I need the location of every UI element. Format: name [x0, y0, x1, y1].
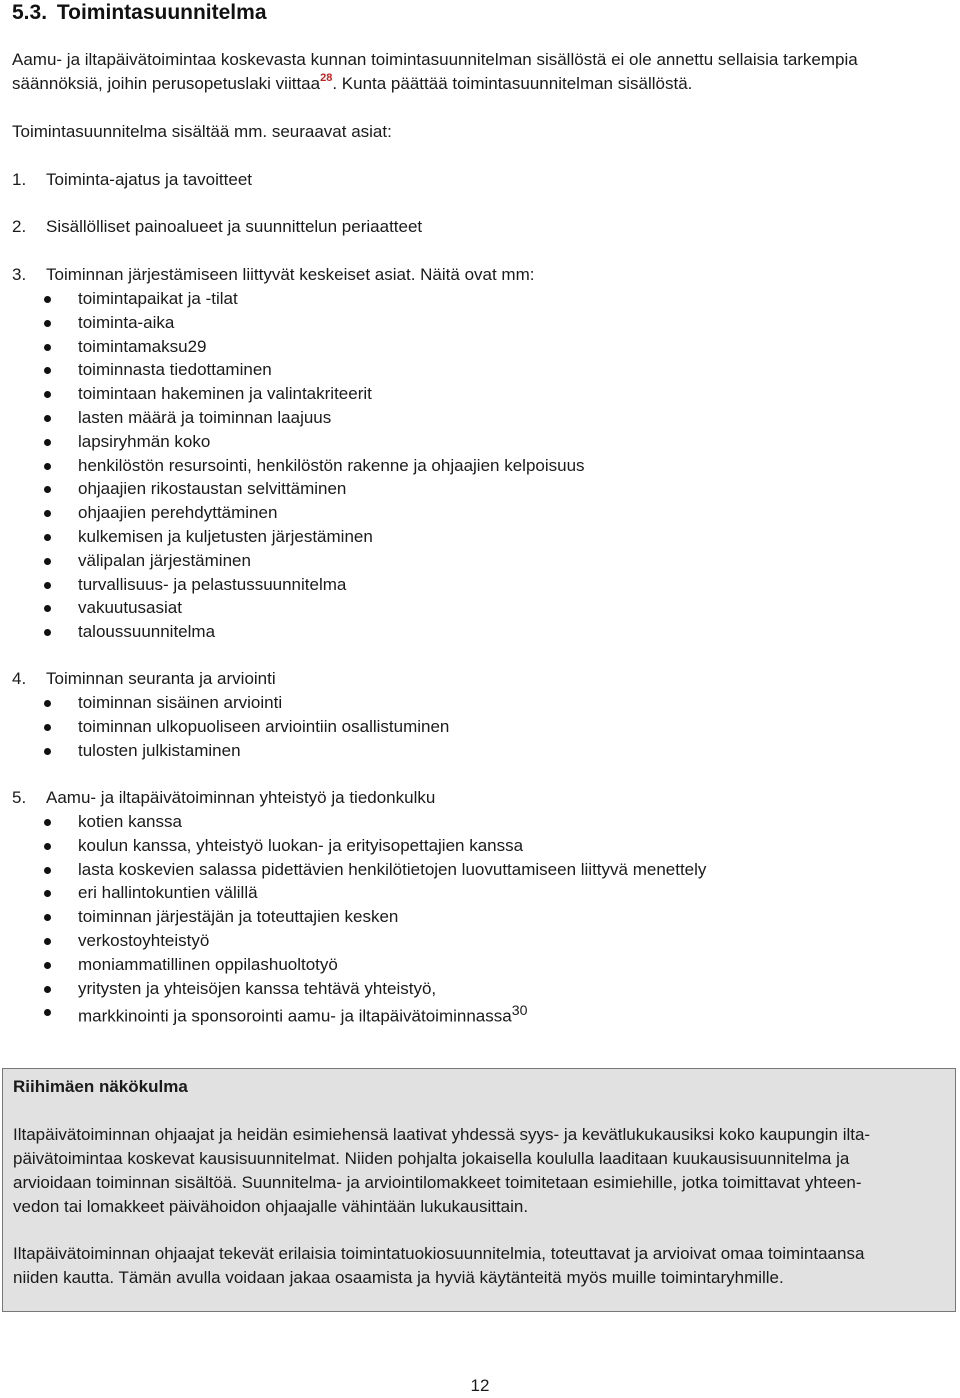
- item-label: Aamu- ja iltapäivätoiminnan yhteistyö ja tiedonkulku: [46, 788, 436, 807]
- paragraph-line: päivätoimintaa koskevat kausisuunnitelmat. Niiden pohjalta jokaisella koululla laaditaan kuukausisuunnitelma ja: [13, 1149, 850, 1168]
- list-item: taloussuunnitelma: [12, 620, 948, 644]
- list-item: turvallisuus- ja pelastussuunnitelma: [12, 573, 948, 597]
- intro-text-end: . Kunta päättää toimintasuunnitelman sisällöstä.: [332, 74, 693, 93]
- list-item: ohjaajien rikostaustan selvittäminen: [12, 477, 948, 501]
- list-item: eri hallintokuntien välillä: [12, 881, 948, 905]
- item-number: 4.: [12, 669, 27, 688]
- list-item: toiminnasta tiedottaminen: [12, 358, 948, 382]
- list-item: toimintapaikat ja -tilat: [12, 287, 948, 311]
- list-item: kotien kanssa: [12, 810, 948, 834]
- item-label: Toiminnan seuranta ja arviointi: [46, 669, 276, 688]
- item-number: 2.: [12, 217, 27, 236]
- footnote-ref-28[interactable]: 28: [320, 72, 333, 84]
- list-item: toimintaan hakeminen ja valintakriteerit: [12, 382, 948, 406]
- intro-paragraph: [12, 48, 948, 96]
- list-item-text: markkinointi ja sponsorointi aamu- ja iltapäivätoiminnassa: [78, 1007, 512, 1027]
- box-paragraph-2: [13, 1242, 943, 1290]
- list-item: tulosten julkistaminen: [12, 739, 948, 763]
- paragraph-line: niiden kautta. Tämän avulla voidaan jakaa osaamista ja hyviä käytänteitä myös muille toimintaryhmille.: [13, 1268, 784, 1287]
- paragraph-line: Iltapäivätoiminnan ohjaajat tekevät erilaisia toimintatuokiosuunnitelmia, toteuttavat ja arvioivat omaa toimintaansa: [13, 1244, 865, 1263]
- list-item: lasten määrä ja toiminnan laajuus: [12, 406, 948, 430]
- list-item: toiminta-aika: [12, 311, 948, 335]
- paragraph-line: arvioidaan toiminnan sisältöä. Suunnitelma- ja arviointilomakkeet toimitetaan esimiehille, jotka toimittavat yhteen-: [13, 1173, 862, 1192]
- bullet-list-4: [12, 691, 948, 762]
- list-item-5: [12, 786, 948, 1027]
- list-item-1: [12, 168, 948, 192]
- list-item: vakuutusasiat: [12, 596, 948, 620]
- list-item: toiminnan sisäinen arviointi: [12, 691, 948, 715]
- list-item: toiminnan järjestäjän ja toteuttajien kesken: [12, 905, 948, 929]
- list-item: [12, 1000, 948, 1027]
- bullet-list-5: [12, 810, 948, 1027]
- section-title: Toimintasuunnitelma: [56, 1, 267, 24]
- list-item: välipalan järjestäminen: [12, 549, 948, 573]
- item-number: 1.: [12, 170, 27, 189]
- list-item-2: [12, 215, 948, 239]
- list-item: lasta koskevien salassa pidettävien henkilötietojen luovuttamiseen liittyvä menettely: [12, 858, 948, 882]
- list-item-4: [12, 667, 948, 762]
- item-label: Toiminta-ajatus ja tavoitteet: [46, 170, 252, 189]
- page-number: 12: [470, 1376, 490, 1395]
- section-number: 5.3.: [12, 1, 48, 24]
- riihimaki-perspective-box: [2, 1068, 956, 1312]
- bullet-list-3: [12, 287, 948, 644]
- list-item: yritysten ja yhteisöjen kanssa tehtävä yhteistyö,: [12, 977, 948, 1001]
- list-item: verkostoyhteistyö: [12, 929, 948, 953]
- list-item: koulun kanssa, yhteistyö luokan- ja erityisopettajien kanssa: [12, 834, 948, 858]
- item-label: Toiminnan järjestämiseen liittyvät keskeiset asiat. Näitä ovat mm:: [46, 265, 535, 284]
- contains-line: Toimintasuunnitelma sisältää mm. seuraavat asiat:: [12, 122, 392, 141]
- list-item: henkilöstön resursointi, henkilöstön rakenne ja ohjaajien kelpoisuus: [12, 454, 948, 478]
- item-label: Sisällölliset painoalueet ja suunnittelun periaatteet: [46, 217, 423, 236]
- box-paragraph-1: [13, 1123, 943, 1219]
- item-number: 3.: [12, 265, 27, 284]
- paragraph-line: Iltapäivätoiminnan ohjaajat ja heidän esimiehensä laativat yhdessä syys- ja kevätlukukausiksi koko kaupungin ilta-: [13, 1125, 871, 1144]
- list-item: kulkemisen ja kuljetusten järjestäminen: [12, 525, 948, 549]
- list-item: lapsiryhmän koko: [12, 430, 948, 454]
- list-item: moniammatillinen oppilashuoltotyö: [12, 953, 948, 977]
- list-item: ohjaajien perehdyttäminen: [12, 501, 948, 525]
- intro-text: Aamu- ja iltapäivätoimintaa koskevasta kunnan toimintasuunnitelman sisällöstä ei ole annettu sellaisia tarkempia säännöksiä, joihin perusopetuslaki viittaa: [12, 50, 858, 93]
- paragraph-line: vedon tai lomakkeet päivähoidon ohjaajalle vähintään lukukausittain.: [13, 1197, 529, 1216]
- list-item-3: [12, 263, 948, 644]
- section-heading: [12, 0, 267, 26]
- list-item: toimintamaksu29: [12, 335, 948, 359]
- item-number: 5.: [12, 788, 27, 807]
- footnote-ref-30[interactable]: 30: [511, 1003, 528, 1020]
- list-item: toiminnan ulkopuoliseen arviointiin osallistuminen: [12, 715, 948, 739]
- box-title: Riihimäen näkökulma: [13, 1077, 188, 1096]
